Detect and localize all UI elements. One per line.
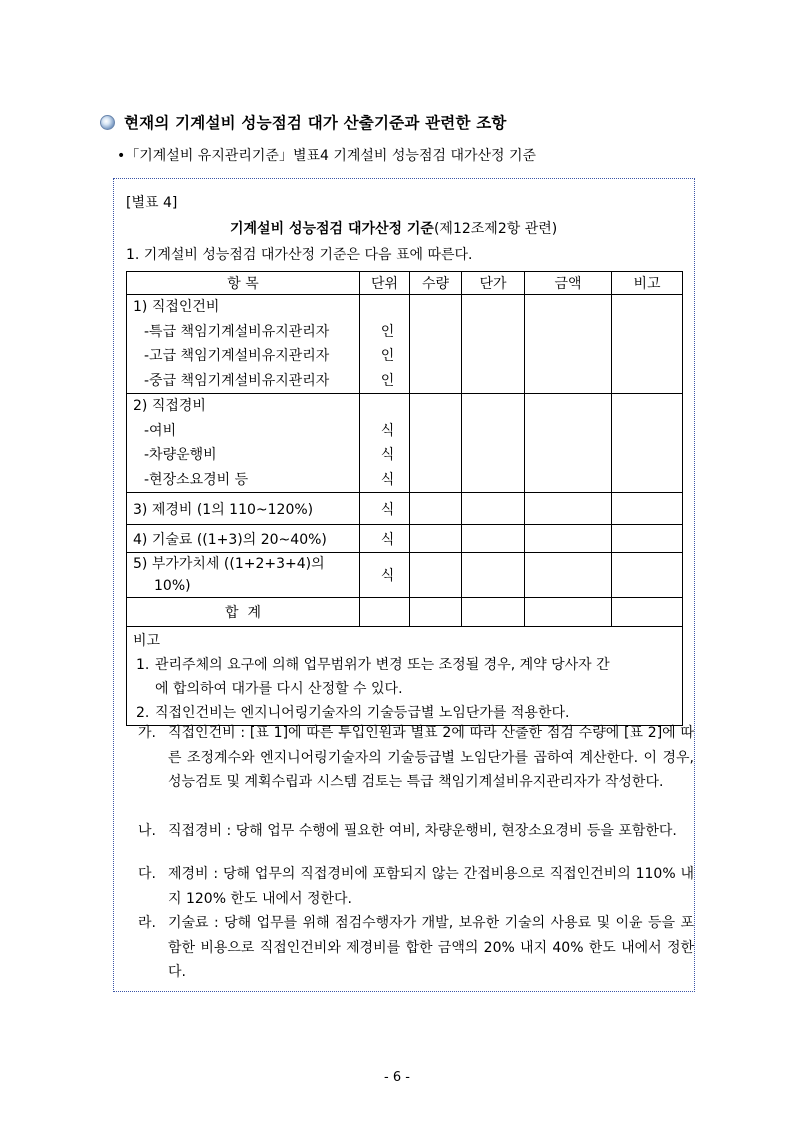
notes-row bbox=[127, 627, 683, 726]
annex-label: [별표 4] bbox=[126, 195, 178, 211]
subheading: •「기계설비 유지관리기준」별표4 기계설비 성능점검 대가산정 기준 bbox=[117, 148, 537, 164]
paragraph-ra bbox=[138, 911, 694, 985]
note-number: 2. bbox=[136, 705, 150, 721]
item-cell: 3) 제경비 (1의 110~120%) bbox=[127, 493, 360, 525]
section-heading bbox=[100, 111, 507, 133]
item-line: -현장소요경비 등 bbox=[144, 471, 249, 488]
unit-cell bbox=[360, 295, 410, 394]
cost-table bbox=[126, 271, 683, 726]
unit-cell: 식 bbox=[360, 525, 410, 553]
annex-title-bold: 기계설비 성능점검 대가산정 기준 bbox=[230, 221, 434, 237]
item-line: -특급 책임기계설비유지관리자 bbox=[144, 323, 330, 340]
heading-text: 현재의 기계설비 성능점검 대가 산출기준과 관련한 조항 bbox=[124, 114, 507, 132]
col-header-quantity: 수량 bbox=[410, 272, 462, 295]
item-line: 1) 직접인건비 bbox=[133, 299, 220, 315]
item-line: 10%) bbox=[154, 578, 191, 594]
unit-line: 식 bbox=[380, 447, 395, 463]
unit-line: 인 bbox=[380, 372, 395, 389]
note-number: 1. bbox=[136, 657, 150, 673]
col-header-unit-price: 단가 bbox=[462, 272, 525, 295]
intro-text: 1. 기계설비 성능점검 대가산정 기준은 다음 표에 따른다. bbox=[126, 247, 473, 263]
col-header-remarks: 비고 bbox=[612, 272, 683, 295]
unit-line: 인 bbox=[380, 348, 395, 364]
page-number: - 6 - bbox=[384, 1070, 410, 1085]
note-line: 에 합의하여 대가를 다시 산정할 수 있다. bbox=[155, 681, 403, 697]
item-line: -차량운행비 bbox=[144, 447, 217, 463]
paragraph-ga bbox=[138, 721, 694, 795]
total-row bbox=[127, 598, 683, 627]
table-header-row bbox=[127, 272, 683, 295]
item-line: -여비 bbox=[144, 422, 177, 439]
notes-cell bbox=[127, 627, 683, 726]
paragraph-text: 기술료 : 당해 업무를 위해 점검수행자가 개발, 보유한 기술의 사용료 및 이윤 등을 포함한 비용으로 직접인건비와 제경비를 합한 금액의 20% 내지 40% 한도 내에서 정한다. bbox=[168, 915, 694, 980]
circle-bullet-icon bbox=[100, 115, 115, 130]
unit-line: 인 bbox=[380, 323, 395, 340]
note-line: 직접인건비는 엔지니어링기술자의 기술등급별 노임단가를 적용한다. bbox=[155, 705, 570, 721]
unit-line bbox=[366, 394, 409, 419]
unit-line bbox=[366, 295, 409, 320]
col-header-item: 항 목 bbox=[127, 272, 360, 295]
annex-title-ref: (제12조제2항 관련) bbox=[433, 221, 558, 237]
unit-line: 식 bbox=[380, 471, 395, 488]
unit-cell: 식 bbox=[360, 493, 410, 525]
paragraph-label: 나. bbox=[138, 823, 156, 839]
annex-title bbox=[230, 218, 557, 238]
table-row bbox=[127, 394, 683, 493]
unit-cell: 식 bbox=[360, 553, 410, 598]
table-row bbox=[127, 553, 683, 598]
unit-line: 식 bbox=[380, 422, 395, 439]
col-header-unit: 단위 bbox=[360, 272, 410, 295]
item-cell bbox=[127, 295, 360, 394]
table-row bbox=[127, 295, 683, 394]
col-header-amount: 금액 bbox=[525, 272, 612, 295]
notes-title: 비고 bbox=[133, 633, 161, 649]
paragraph-label: 가. bbox=[138, 725, 156, 741]
table-row bbox=[127, 493, 683, 525]
unit-cell bbox=[360, 394, 410, 493]
paragraph-da bbox=[138, 862, 694, 911]
paragraph-label: 라. bbox=[138, 915, 156, 931]
paragraph-text: 직접경비 : 당해 업무 수행에 필요한 여비, 차량운행비, 현장소요경비 등을 포함한다. bbox=[168, 823, 677, 839]
paragraph-label: 다. bbox=[138, 866, 156, 882]
item-cell bbox=[127, 553, 360, 598]
item-cell bbox=[127, 394, 360, 493]
note-item bbox=[133, 653, 676, 701]
paragraph-text: 직접인건비 : [표 1]에 따른 투입인원과 별표 2에 따라 산출한 점검 수량에 [표 2]에 따른 조정계수와 엔지니어링기술자의 기술등급별 노임단가를 곱하여 계산한다. 이 경우, 성능검토 및 계획수립과 시스템 검토는 특급 책임기계설비유지관리자가 작성한다. bbox=[168, 725, 694, 790]
item-cell: 4) 기술료 ((1+3)의 20~40%) bbox=[127, 525, 360, 553]
note-line: 관리주체의 요구에 의해 업무범위가 변경 또는 조정될 경우, 계약 당사자 간 bbox=[155, 657, 610, 673]
total-label: 합 계 bbox=[127, 598, 360, 627]
item-line: -고급 책임기계설비유지관리자 bbox=[144, 348, 330, 364]
item-line: 2) 직접경비 bbox=[133, 398, 206, 414]
paragraph-na bbox=[138, 819, 694, 844]
item-line: -중급 책임기계설비유지관리자 bbox=[144, 372, 330, 389]
table-row bbox=[127, 525, 683, 553]
paragraph-text: 제경비 : 당해 업무의 직접경비에 포함되지 않는 간접비용으로 직접인건비의 110% 내지 120% 한도 내에서 정한다. bbox=[168, 866, 694, 907]
item-line: 5) 부가가치세 ((1+2+3+4)의 bbox=[133, 556, 325, 572]
